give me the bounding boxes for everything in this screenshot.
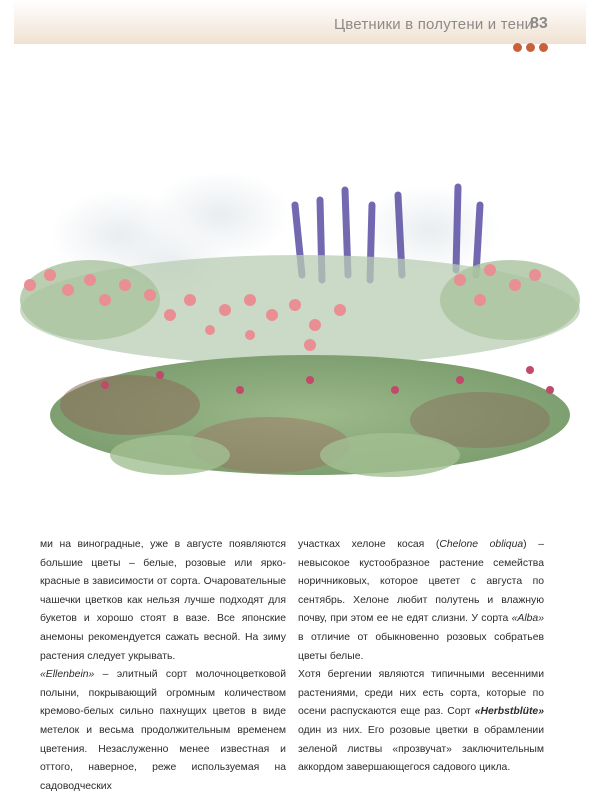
paragraph: [298, 666, 544, 778]
text-column-left: [40, 536, 286, 796]
variety-name: «Herbstblüte»: [474, 706, 544, 718]
paragraph: [40, 536, 286, 666]
bergenia-foreground: [50, 355, 570, 477]
variety-name: «Ellenbein»: [40, 669, 95, 681]
flower-bed-illustration: [10, 175, 590, 495]
dot-icon: [539, 43, 548, 52]
dot-icon: [526, 43, 535, 52]
latin-name: Chelone obliqua: [439, 539, 524, 550]
mid-foliage: [20, 255, 580, 365]
paragraph-text: Хотя бергении являются типичными весенними растениями, среди них есть сорта, которые по осени распускаются еще раз. Сорт: [298, 669, 544, 718]
paragraph-text: ) – невысокое кустообразное растение семейства норичниковых, которое цветет с августа по сентябрь. Хелоне любит полутень и влажную почву, при этом ее не едят слизни. У сорта: [298, 539, 544, 625]
paragraph: [40, 666, 286, 796]
paragraph-text: участках хелоне косая (: [298, 539, 440, 550]
page-number: 83: [530, 15, 548, 32]
paragraph-text: в отличие от обыкновенно розовых собратьев цветы белые.: [298, 631, 544, 662]
paragraph-text: – элитный сорт молочноцветковой полыни, покрывающий огромным количеством кремово-белых сильно пахнущих цветов в виде метелок и весьма продолжительным временем цветения. Незаслуженно менее известная и оттого, наверное, реже используемая на садоводческих: [40, 669, 286, 792]
dot-icon: [513, 43, 522, 52]
decorative-dots: [513, 43, 548, 52]
variety-name: «Alba»: [511, 613, 544, 625]
paragraph-text: один из них. Его розовые цветки в обрамлении зеленой листвы «прозвучат» заключительным аккордом завершающегося садового цикла.: [298, 724, 544, 774]
paragraph-text: ми на виноградные, уже в августе появляются большие цветы – белые, розовые или ярко-красные в зависимости от сорта. Очаровательные чашечки цветков как нельзя лучше подходят для букетов и хорошо стоят в вазе. Все японские анемоны рекомендуется сажать весной. На зиму растения следует укрывать.: [40, 539, 286, 662]
running-header-title: Цветники в полутени и тени: [334, 16, 534, 33]
text-column-right: [298, 536, 544, 778]
paragraph: [298, 536, 544, 666]
